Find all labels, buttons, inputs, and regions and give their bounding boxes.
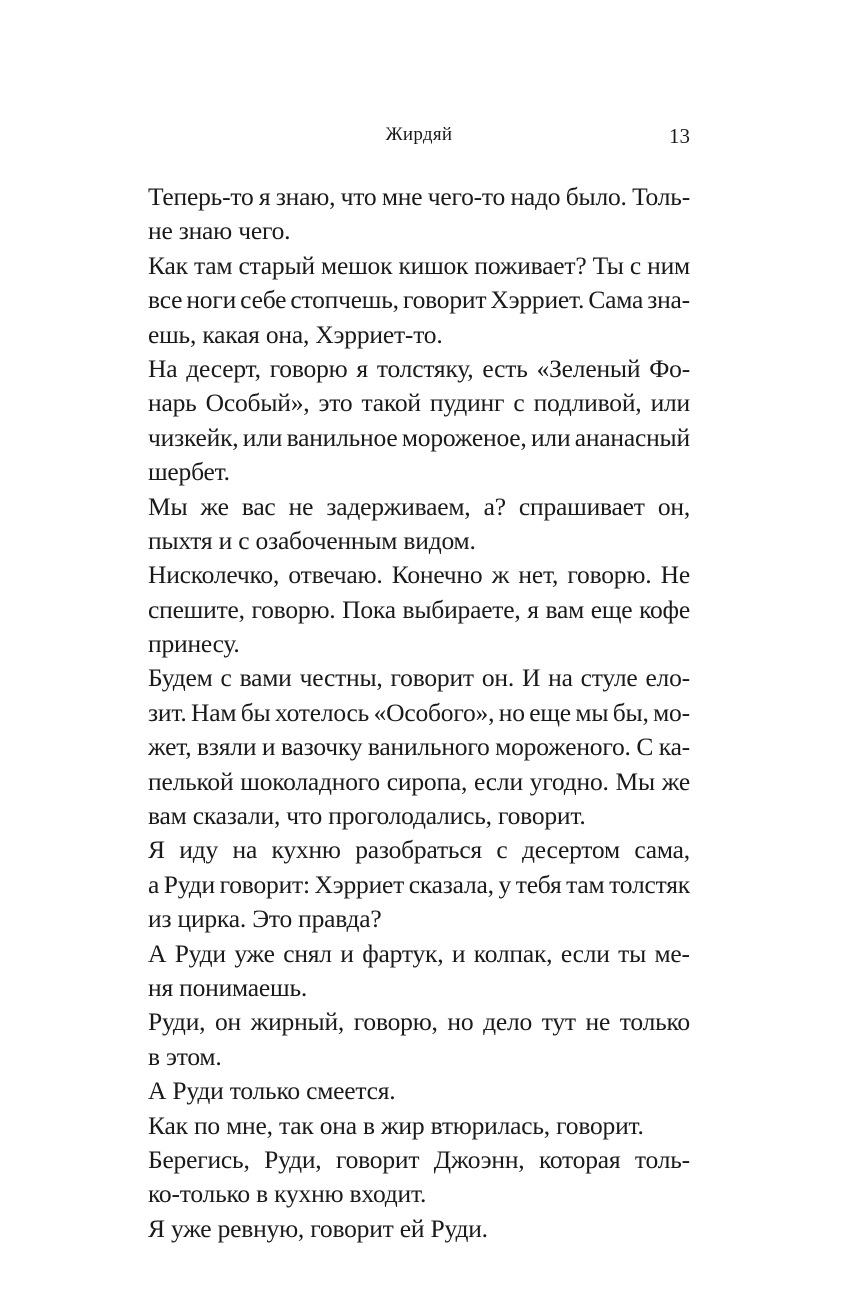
text-line [148, 524, 690, 558]
word: мне [381, 182, 423, 211]
word: А [148, 938, 167, 968]
word: это [318, 388, 353, 418]
word: толь- [634, 1144, 690, 1174]
text-line [148, 1074, 690, 1108]
word: говорит: [219, 869, 310, 899]
word: старый [238, 250, 315, 280]
word: зна- [647, 285, 690, 315]
word: и [451, 938, 466, 968]
word: разобраться [355, 835, 482, 865]
text-line [148, 214, 690, 248]
word: с [629, 250, 641, 280]
text-line [148, 937, 690, 971]
word: у [498, 869, 512, 899]
word: Пока [342, 594, 396, 624]
word: вазочку [281, 732, 363, 762]
word: С [636, 732, 654, 762]
word: говорю [269, 353, 348, 383]
word: ело- [645, 663, 690, 693]
word: мороженое, [401, 422, 527, 452]
word: пудинг [429, 388, 505, 418]
text-line [148, 971, 690, 1005]
word: толстяк [609, 869, 690, 899]
word: Конечно [391, 560, 483, 590]
line-text: пыхтя и с озабоченным видом. [148, 525, 476, 555]
text-line [148, 627, 690, 661]
word: сиропа, [386, 766, 468, 796]
word: жирный, [250, 1007, 345, 1037]
word: чего-то [427, 182, 506, 211]
word: Руди, [148, 1007, 206, 1037]
text-line [148, 868, 690, 902]
word: на [232, 835, 258, 865]
word: уже [234, 938, 275, 968]
word: толстяку, [376, 353, 474, 383]
text-line [148, 833, 690, 867]
text-line [148, 283, 690, 317]
word: Будем [148, 663, 213, 693]
word: такой [361, 388, 421, 418]
text-line [148, 318, 690, 352]
word: угодно. [529, 766, 609, 796]
word: что [340, 182, 377, 211]
line-text: шербет. [148, 457, 230, 487]
word: «Зеленый [536, 353, 641, 383]
word: шоколадного [240, 766, 380, 796]
word: отвечаю. [288, 560, 383, 590]
word: если [474, 766, 523, 796]
text-line [148, 765, 690, 799]
word: Джоэнн, [433, 1144, 525, 1174]
word: поживает? [474, 250, 587, 280]
word: себе [240, 285, 287, 315]
word: же [200, 491, 229, 521]
word: же [661, 766, 690, 796]
word: Хэрриет. [490, 285, 585, 315]
word: сама, [634, 835, 690, 865]
word: Мы [148, 491, 188, 521]
word: взяли [197, 732, 257, 762]
word: он [215, 1007, 241, 1037]
line-text: не знаю чего. [148, 216, 291, 246]
text-line [148, 180, 690, 214]
word: Особый», [205, 388, 310, 418]
word: честны, [299, 663, 383, 693]
word: говорит [402, 285, 487, 315]
word: кофе [639, 594, 690, 624]
word: ка- [658, 732, 690, 762]
line-text: ешь, какая она, Хэрриет-то. [148, 319, 443, 349]
word: я [527, 594, 539, 624]
word: говорю. [567, 560, 652, 590]
word: стопчешь, [290, 285, 399, 315]
word: тут [541, 1007, 576, 1037]
word: и [340, 938, 354, 968]
word: кухню [271, 835, 341, 865]
word: Сама [588, 285, 644, 315]
word: он. [481, 663, 515, 693]
word: знаю, [275, 182, 336, 211]
word: кишок [398, 250, 469, 280]
word: нет, [518, 560, 559, 590]
word: говорю. [251, 594, 336, 624]
page-number: 13 [669, 124, 690, 148]
line-text: в этом. [148, 1041, 222, 1071]
text-line [148, 558, 690, 592]
word: жет, [148, 732, 192, 762]
word: только [619, 1007, 690, 1037]
line-text: принесу. [148, 629, 240, 659]
word: фартук, [362, 938, 444, 968]
text-line [148, 1005, 690, 1039]
word: с [496, 835, 508, 865]
word: стуле [580, 663, 638, 693]
word: Теперь-то [148, 182, 254, 211]
word: задерживаем, [326, 491, 471, 521]
word: еще [529, 697, 571, 727]
word: я [356, 353, 368, 383]
text-line [148, 386, 690, 420]
text-line [148, 1143, 690, 1177]
word: а [148, 869, 160, 899]
word: десертом [522, 835, 620, 865]
word: На [148, 353, 178, 383]
text-line [148, 1212, 690, 1246]
text-line [148, 1109, 690, 1143]
word: но [447, 1007, 474, 1037]
word: мешок [321, 250, 393, 280]
word: не [288, 491, 314, 521]
word: Толь- [632, 182, 690, 211]
line-text: Как по мне, так она в жир втюрилась, говорит. [148, 1110, 644, 1140]
word: Нам [191, 697, 237, 727]
word: хотелось [274, 697, 370, 727]
word: надо [510, 182, 561, 211]
text-line [148, 593, 690, 627]
word: или [530, 422, 571, 452]
word: вами [239, 663, 292, 693]
text-line [148, 421, 690, 455]
text-line [148, 490, 690, 524]
line-text: ня понимаешь. [148, 972, 308, 1002]
word: сказала, [408, 869, 494, 899]
word: дело [483, 1007, 533, 1037]
word: есть [482, 353, 528, 383]
word: ванильного [367, 732, 490, 762]
word: говорю, [353, 1007, 438, 1037]
word: И [521, 663, 541, 693]
text-line [148, 696, 690, 730]
text-line [148, 730, 690, 764]
word: спрашивает [518, 491, 645, 521]
word: бы, [612, 697, 649, 727]
line-text: ко-только в кухню входит. [148, 1179, 427, 1209]
word: не [585, 1007, 611, 1037]
word: вам [545, 594, 585, 624]
text-line [148, 1177, 690, 1211]
word: на [548, 663, 573, 693]
line-text: из цирка. Это правда? [148, 904, 382, 934]
line-text: Я уже ревную, говорит ей Руди. [148, 1213, 488, 1243]
body-text [148, 180, 690, 1246]
running-head [148, 124, 690, 152]
word: мо- [653, 697, 690, 727]
word: с [220, 663, 232, 693]
word: если [560, 938, 610, 968]
line-text: вам сказали, что проголодались, говорит. [148, 801, 586, 831]
word: бы [240, 697, 271, 727]
word: выбираете, [402, 594, 521, 624]
word: тебя [515, 869, 562, 899]
word: Как [148, 250, 188, 280]
text-line [148, 661, 690, 695]
running-title: Жирдяй [385, 124, 453, 145]
text-line [148, 1040, 690, 1074]
text-line [148, 249, 690, 283]
word: спешите, [148, 594, 245, 624]
text-line [148, 352, 690, 386]
word: Не [660, 560, 690, 590]
word: Хэрриет [314, 869, 405, 899]
word: Берегись, [148, 1144, 250, 1174]
word: которая [538, 1144, 621, 1174]
word: Фо- [649, 353, 690, 383]
word: я [258, 182, 271, 211]
word: «Особого», [373, 697, 495, 727]
word: но [498, 697, 525, 727]
word: еще [590, 594, 633, 624]
line-text: А Руди только смеется. [148, 1076, 396, 1106]
word: там [193, 250, 233, 280]
word: Руди, [264, 1144, 322, 1174]
word: ты [618, 938, 647, 968]
word: ноги [186, 285, 237, 315]
word: ме- [654, 938, 690, 968]
word: было. [565, 182, 627, 211]
word: он, [657, 491, 690, 521]
word: Руди [174, 938, 226, 968]
word: Руди [163, 869, 215, 899]
word: мы [575, 697, 609, 727]
word: Я [148, 835, 165, 865]
word: говорит [335, 1144, 420, 1174]
word: колпак, [473, 938, 553, 968]
word: десерт, [186, 353, 261, 383]
word: нарь [148, 388, 197, 418]
word: Нисколечко, [148, 560, 280, 590]
text-line [148, 455, 690, 489]
word: ним [647, 250, 690, 280]
word: там [566, 869, 605, 899]
word: и [261, 732, 276, 762]
word: иду [179, 835, 219, 865]
word: с [513, 388, 525, 418]
word: зит. [148, 697, 187, 727]
word: Ты [592, 250, 624, 280]
word: вас [241, 491, 276, 521]
word: чизкейк, [148, 422, 239, 452]
text-line [148, 902, 690, 936]
word: ванильное [286, 422, 398, 452]
word: или [242, 422, 283, 452]
word: снял [283, 938, 332, 968]
word: ж [491, 560, 510, 590]
text-line [148, 799, 690, 833]
word: ананасный [574, 422, 690, 452]
word: или [650, 388, 690, 418]
word: подливой, [533, 388, 642, 418]
word: пелькой [148, 766, 234, 796]
word: говорит [390, 663, 474, 693]
word: а? [483, 491, 506, 521]
word: мороженого. [495, 732, 631, 762]
word: Мы [615, 766, 655, 796]
word: все [148, 285, 183, 315]
